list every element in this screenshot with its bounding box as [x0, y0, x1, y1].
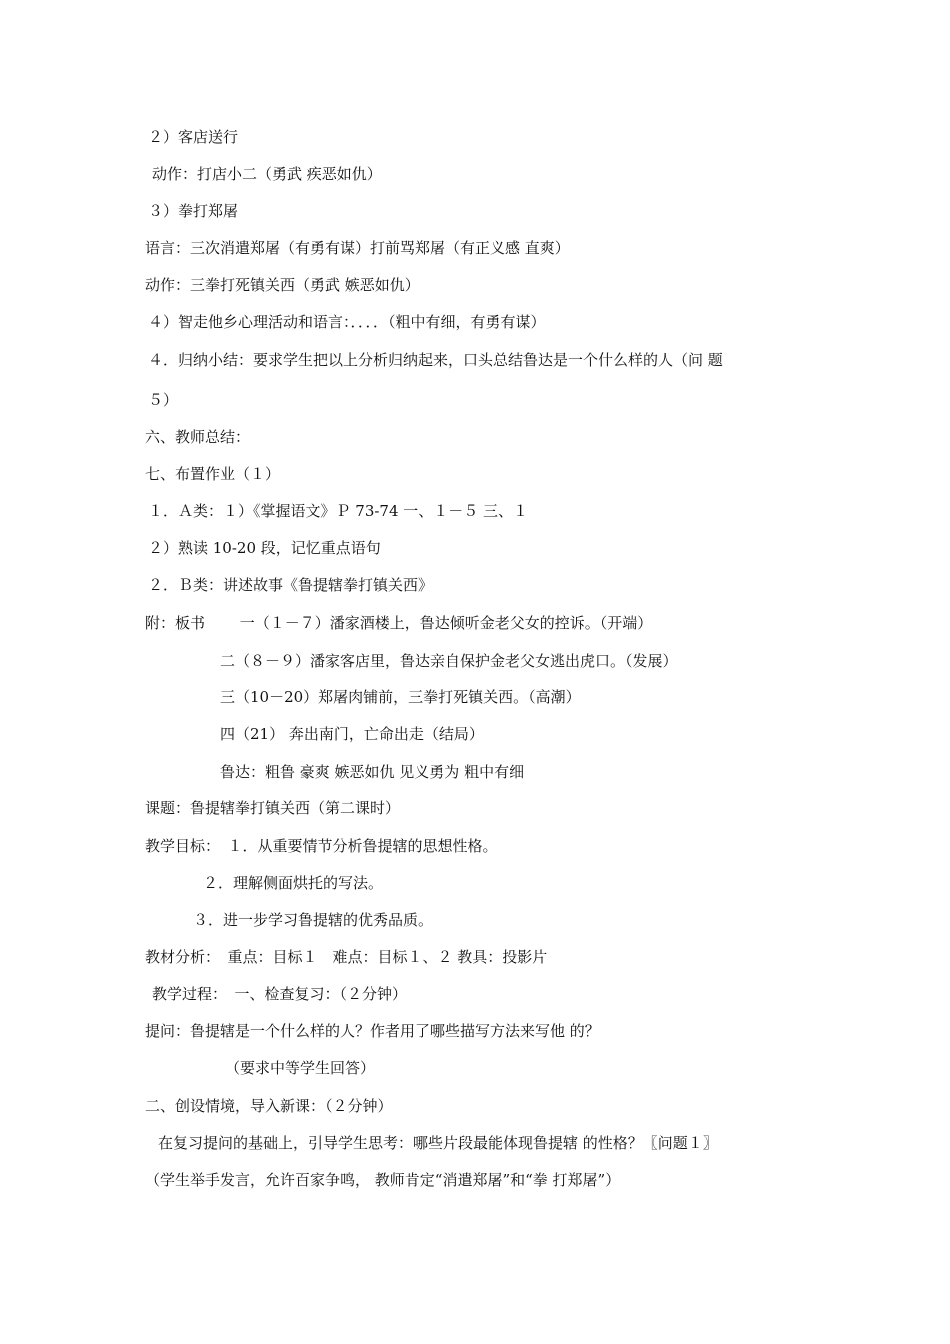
text-line: ４．归纳小结：要求学生把以上分析归纳起来，口头总结鲁达是一个什么样的人（问 题 — [148, 351, 723, 369]
text-line: 动作：三拳打死镇关西（勇武 嫉恶如仇） — [145, 276, 420, 294]
text-line: ２．理解侧面烘托的写法。 — [203, 874, 384, 892]
text-line: ２）熟读 10-20 段，记忆重点语句 — [148, 539, 381, 557]
text-line: 提问：鲁提辖是一个什么样的人？作者用了哪些描写方法来写他 的？ — [145, 1022, 600, 1040]
text-line: １．Ａ类：１）《掌握语文》Ｐ 73-74 一、１－５ 三、１ — [148, 502, 529, 520]
text-line: 教材分析： 重点：目标１ 难点：目标１、２ 教具：投影片 — [145, 948, 548, 966]
text-line: 动作：打店小二（勇武 疾恶如仇） — [152, 165, 382, 183]
text-line: ３）拳打郑屠 — [148, 202, 239, 220]
text-line: ２）客店送行 — [148, 128, 239, 146]
text-line: （学生举手发言，允许百家争鸣， 教师肯定“消遣郑屠”和“拳 打郑屠”） — [145, 1171, 621, 1189]
text-line: （要求中等学生回答） — [225, 1059, 376, 1077]
board-outline-line: 三（10－20）郑屠肉铺前，三拳打死镇关西。（高潮） — [220, 688, 581, 706]
text-line: ５） — [148, 391, 179, 409]
text-line: ２．Ｂ类：讲述故事《鲁提辖拳打镇关西》 — [148, 576, 434, 594]
board-outline-line: 四（21） 奔出南门，亡命出走（结局） — [220, 725, 484, 743]
text-line: 教学过程： 一、检查复习：（２分钟） — [152, 985, 408, 1003]
text-line: 语言：三次消遣郑屠（有勇有谋）打前骂郑屠（有正义感 直爽） — [145, 239, 570, 257]
board-outline-line: 鲁达：粗鲁 豪爽 嫉恶如仇 见义勇为 粗中有细 — [220, 763, 525, 781]
section-heading: 六、教师总结： — [145, 428, 251, 446]
text-line: 在复习提问的基础上，引导学生思考：哪些片段最能体现鲁提辖 的性格？〖问题１〗 — [158, 1134, 718, 1152]
text-line: ４）智走他乡心理活动和语言：．．．．（粗中有细，有勇有谋） — [148, 313, 546, 331]
board-outline-line: 附：板书 一（１－７）潘家酒楼上，鲁达倾听金老父女的控诉。（开端） — [145, 614, 653, 632]
board-outline-line: 二（８－９）潘家客店里，鲁达亲自保护金老父女逃出虎口。（发展） — [220, 652, 678, 670]
section-heading: 二、创设情境，导入新课：（２分钟） — [145, 1097, 393, 1115]
section-heading: 七、布置作业（１） — [145, 465, 281, 483]
lesson-title: 课题：鲁提辖拳打镇关西（第二课时） — [145, 799, 401, 817]
text-line: ３．进一步学习鲁提辖的优秀品质。 — [193, 911, 434, 929]
text-line: 教学目标： １．从重要情节分析鲁提辖的思想性格。 — [145, 837, 498, 855]
